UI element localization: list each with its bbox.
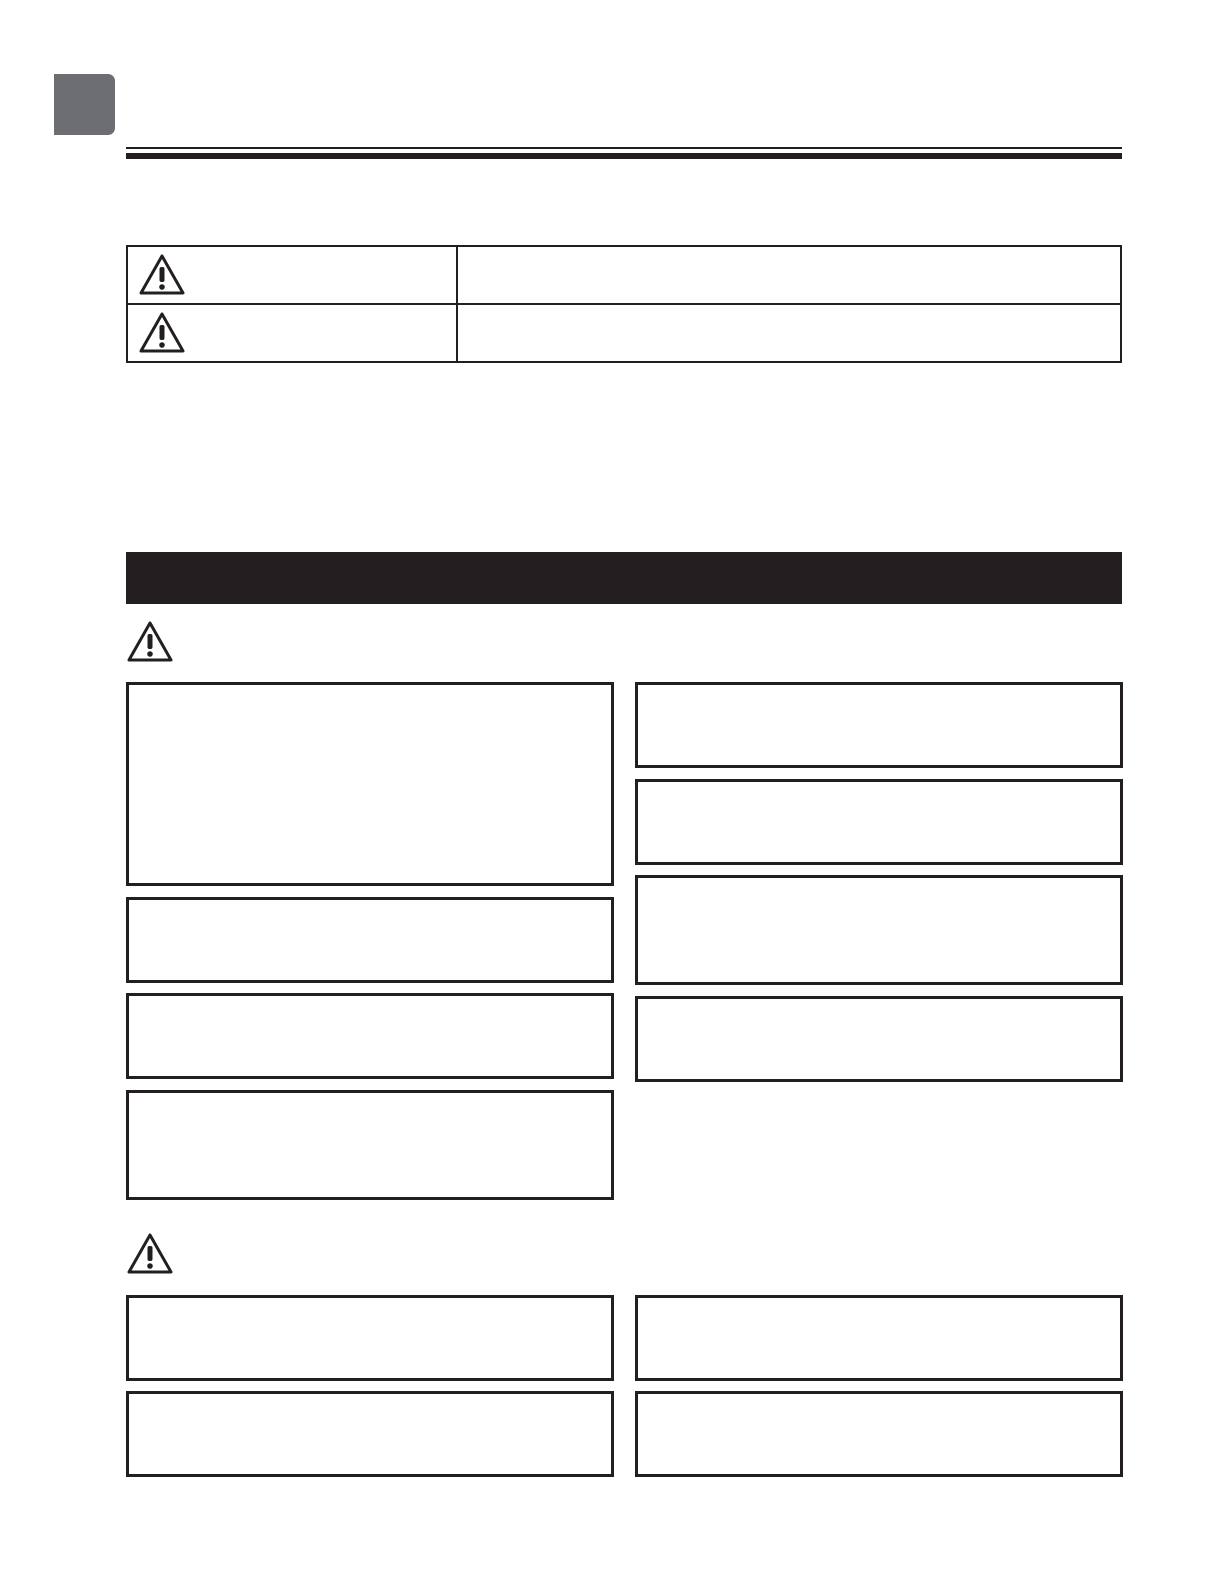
legend-symbol-cell	[127, 304, 457, 362]
caution-notice-box	[635, 1391, 1123, 1477]
warning-triangle-icon	[138, 311, 186, 355]
header-rule-thin	[126, 147, 1122, 149]
symbol-legend-table	[126, 245, 1122, 363]
chapter-tab-marker	[54, 74, 115, 135]
warning-notice-box	[126, 1090, 614, 1200]
header-rule-thick	[126, 153, 1122, 159]
warning-notice-box	[126, 682, 614, 886]
warning-notice-box	[635, 875, 1123, 985]
warning-notice-box	[126, 993, 614, 1079]
warning-triangle-icon	[126, 620, 174, 664]
warning-triangle-icon	[126, 1232, 174, 1276]
legend-symbol-cell	[127, 246, 457, 304]
legend-row	[127, 246, 1121, 304]
warning-notice-box	[635, 779, 1123, 865]
legend-row	[127, 304, 1121, 362]
warning-triangle-icon	[138, 253, 186, 297]
caution-notice-box	[126, 1391, 614, 1477]
warning-notice-box	[126, 897, 614, 983]
caution-notice-box	[126, 1295, 614, 1381]
legend-description	[457, 304, 1121, 362]
warning-notice-box	[635, 996, 1123, 1082]
warning-notice-box	[635, 682, 1123, 768]
legend-description	[457, 246, 1121, 304]
caution-notice-box	[635, 1295, 1123, 1381]
section-title-bar	[126, 552, 1122, 604]
